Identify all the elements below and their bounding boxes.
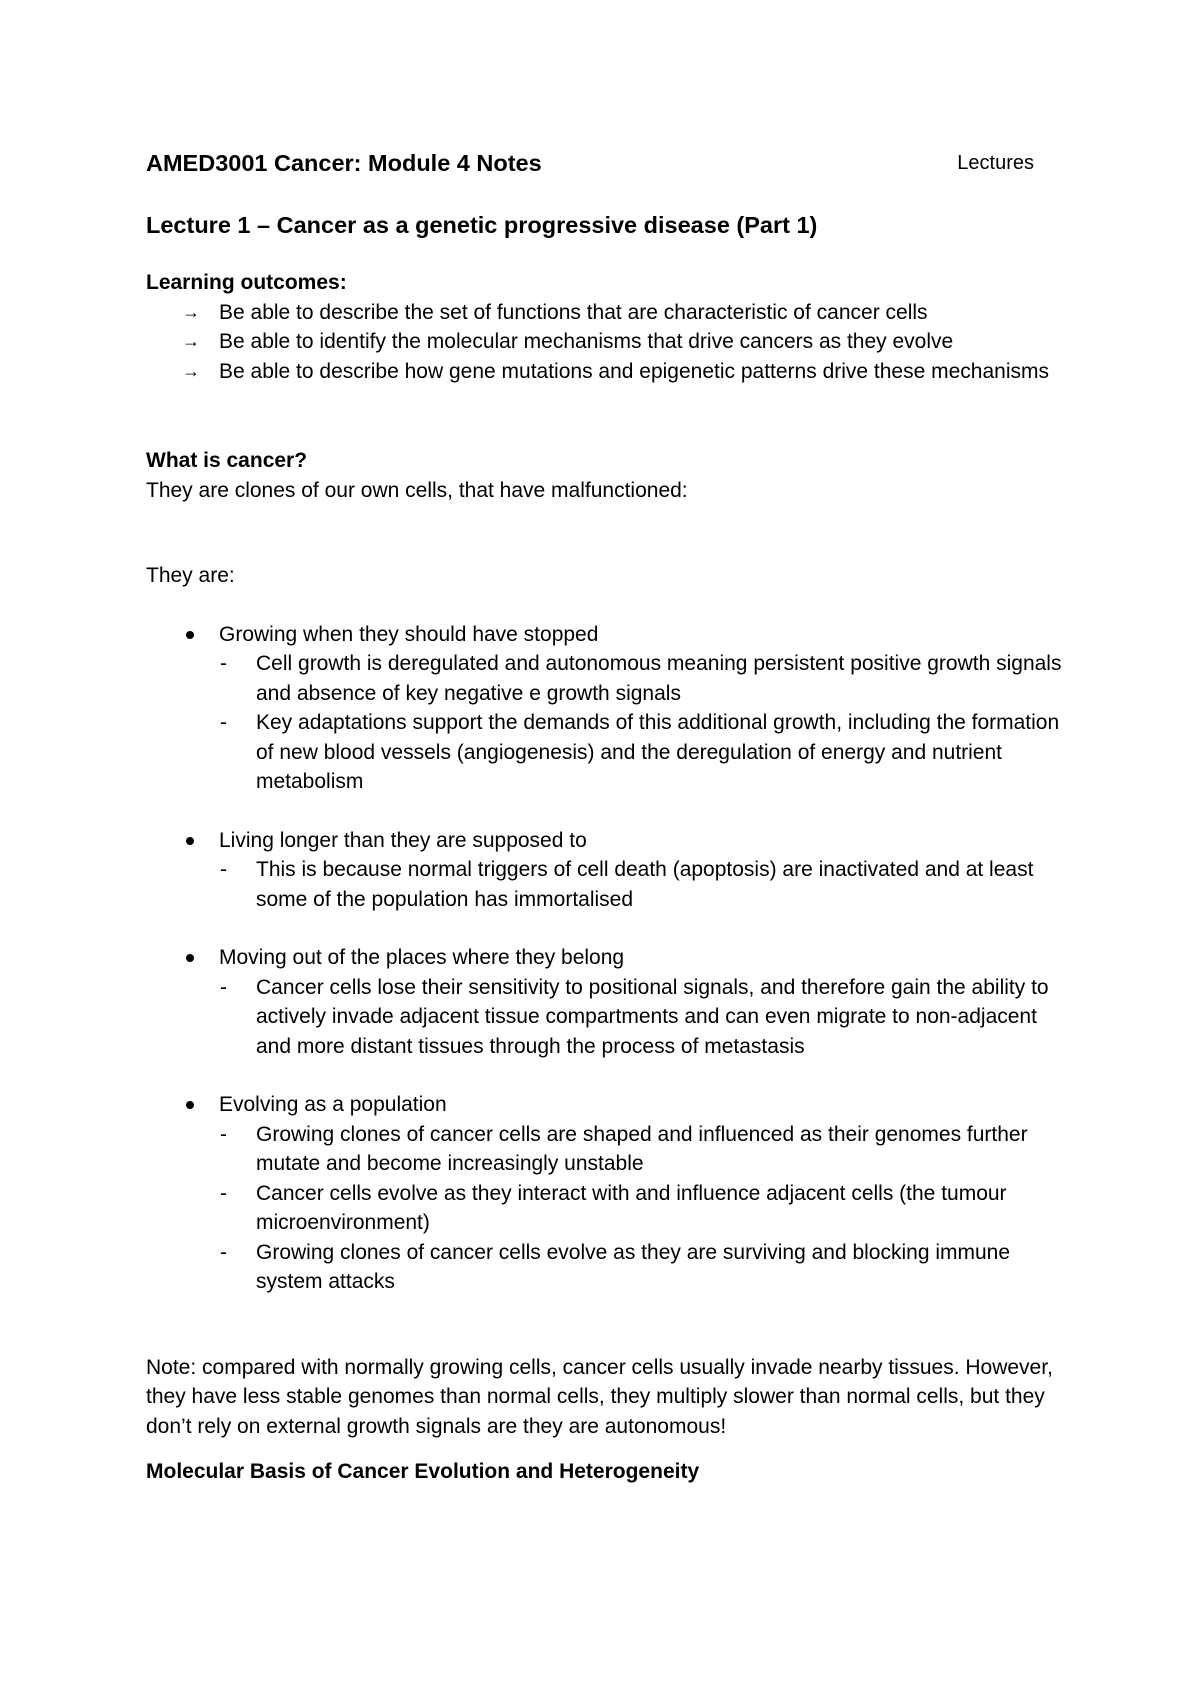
what-is-cancer-text: They are clones of our own cells, that have malfunctioned: xyxy=(146,478,688,502)
learning-outcome-item xyxy=(146,298,1064,328)
lecture-title: Lecture 1 – Cancer as a genetic progressive disease (Part 1) xyxy=(146,212,818,238)
molecular-basis-heading: Molecular Basis of Cancer Evolution and Heterogeneity xyxy=(146,1460,700,1483)
sub-list xyxy=(146,973,1064,1062)
learning-outcomes-list xyxy=(146,298,1064,387)
dash-icon: - xyxy=(220,1122,227,1146)
bullet-growing xyxy=(146,620,1064,797)
bullet-evolving xyxy=(146,1090,1064,1297)
document-header xyxy=(146,146,1064,180)
sub-list xyxy=(146,855,1064,914)
learning-outcomes-heading: Learning outcomes: xyxy=(146,271,347,294)
bullet-item xyxy=(146,620,1064,650)
bullet-text: Growing when they should have stopped xyxy=(219,622,599,646)
bullet-living-longer xyxy=(146,826,1064,915)
learning-outcome-text: Be able to describe the set of functions that are characteristic of cancer cells xyxy=(219,300,928,324)
sub-list xyxy=(146,1120,1064,1297)
document-content xyxy=(146,146,1064,1487)
sub-item-text: Growing clones of cancer cells evolve as they are surviving and blocking immune system attacks xyxy=(256,1240,1011,1293)
sub-item xyxy=(146,1120,1064,1179)
sub-list xyxy=(146,649,1064,797)
dash-icon: - xyxy=(220,975,227,999)
sub-item-text: Key adaptations support the demands of this additional growth, including the formation of new blood vessels (angiogenesis) and the deregulation of energy and nutrient metabolism xyxy=(256,711,1060,793)
learning-outcome-text: Be able to describe how gene mutations and epigenetic patterns drive these mechanisms xyxy=(219,359,1049,383)
sub-item-text: Cell growth is deregulated and autonomous meaning persistent positive growth signals and absence of key negative e growth signals xyxy=(256,652,1062,705)
bullet-text: Moving out of the places where they belong xyxy=(219,946,625,969)
bullet-icon xyxy=(186,837,194,845)
sub-item xyxy=(146,708,1064,797)
learning-outcome-text: Be able to identify the molecular mechanisms that drive cancers as they evolve xyxy=(219,330,954,353)
sub-item xyxy=(146,1238,1064,1297)
what-is-cancer-heading: What is cancer? xyxy=(146,449,308,472)
dash-icon: - xyxy=(220,1240,227,1264)
dash-icon: - xyxy=(220,652,227,675)
they-are-label: They are: xyxy=(146,564,235,587)
bullet-icon xyxy=(186,631,194,639)
sub-item-text: This is because normal triggers of cell death (apoptosis) are inactivated and at least some of the population has immortalised xyxy=(256,858,1034,911)
dash-icon: - xyxy=(220,858,227,881)
bullet-item xyxy=(146,943,1064,973)
bullet-text: Evolving as a population xyxy=(219,1093,447,1116)
bullet-text: Living longer than they are supposed to xyxy=(219,828,587,852)
bullet-item xyxy=(146,1090,1064,1120)
sub-item xyxy=(146,973,1064,1062)
bullet-icon xyxy=(186,1101,194,1109)
sub-item xyxy=(146,855,1064,914)
document-title: AMED3001 Cancer: Module 4 Notes xyxy=(146,150,542,176)
dash-icon: - xyxy=(220,1181,227,1205)
sub-item-text: Cancer cells evolve as they interact with and influence adjacent cells (the tumour microenvironment) xyxy=(256,1181,1007,1234)
arrow-icon: → xyxy=(182,360,200,381)
sub-item xyxy=(146,1179,1064,1238)
learning-outcome-item xyxy=(146,357,1064,387)
bullet-icon xyxy=(186,954,194,962)
sub-item-text: Cancer cells lose their sensitivity to positional signals, and therefore gain the ability to actively invade adjacent tissue compartments and can even migrate to non-adjacent and more distant tissues through the process of metastasis xyxy=(256,975,1049,1058)
arrow-icon: → xyxy=(182,301,200,322)
learning-outcome-item xyxy=(146,327,1064,357)
bullet-moving-out xyxy=(146,943,1064,1061)
sub-item xyxy=(146,649,1064,708)
sub-item-text: Growing clones of cancer cells are shaped and influenced as their genomes further mutate and become increasingly unstable xyxy=(256,1122,1028,1175)
document-section-label: Lectures xyxy=(957,152,1034,174)
bullet-item xyxy=(146,826,1064,856)
note-paragraph: Note: compared with normally growing cells, cancer cells usually invade nearby tissues. However, they have less stable genomes than normal cells, they multiply slower than normal cells, but they don’t rely on external growth signals are they are autonomous! xyxy=(146,1355,1053,1438)
dash-icon: - xyxy=(220,711,227,734)
arrow-icon: → xyxy=(182,331,200,351)
